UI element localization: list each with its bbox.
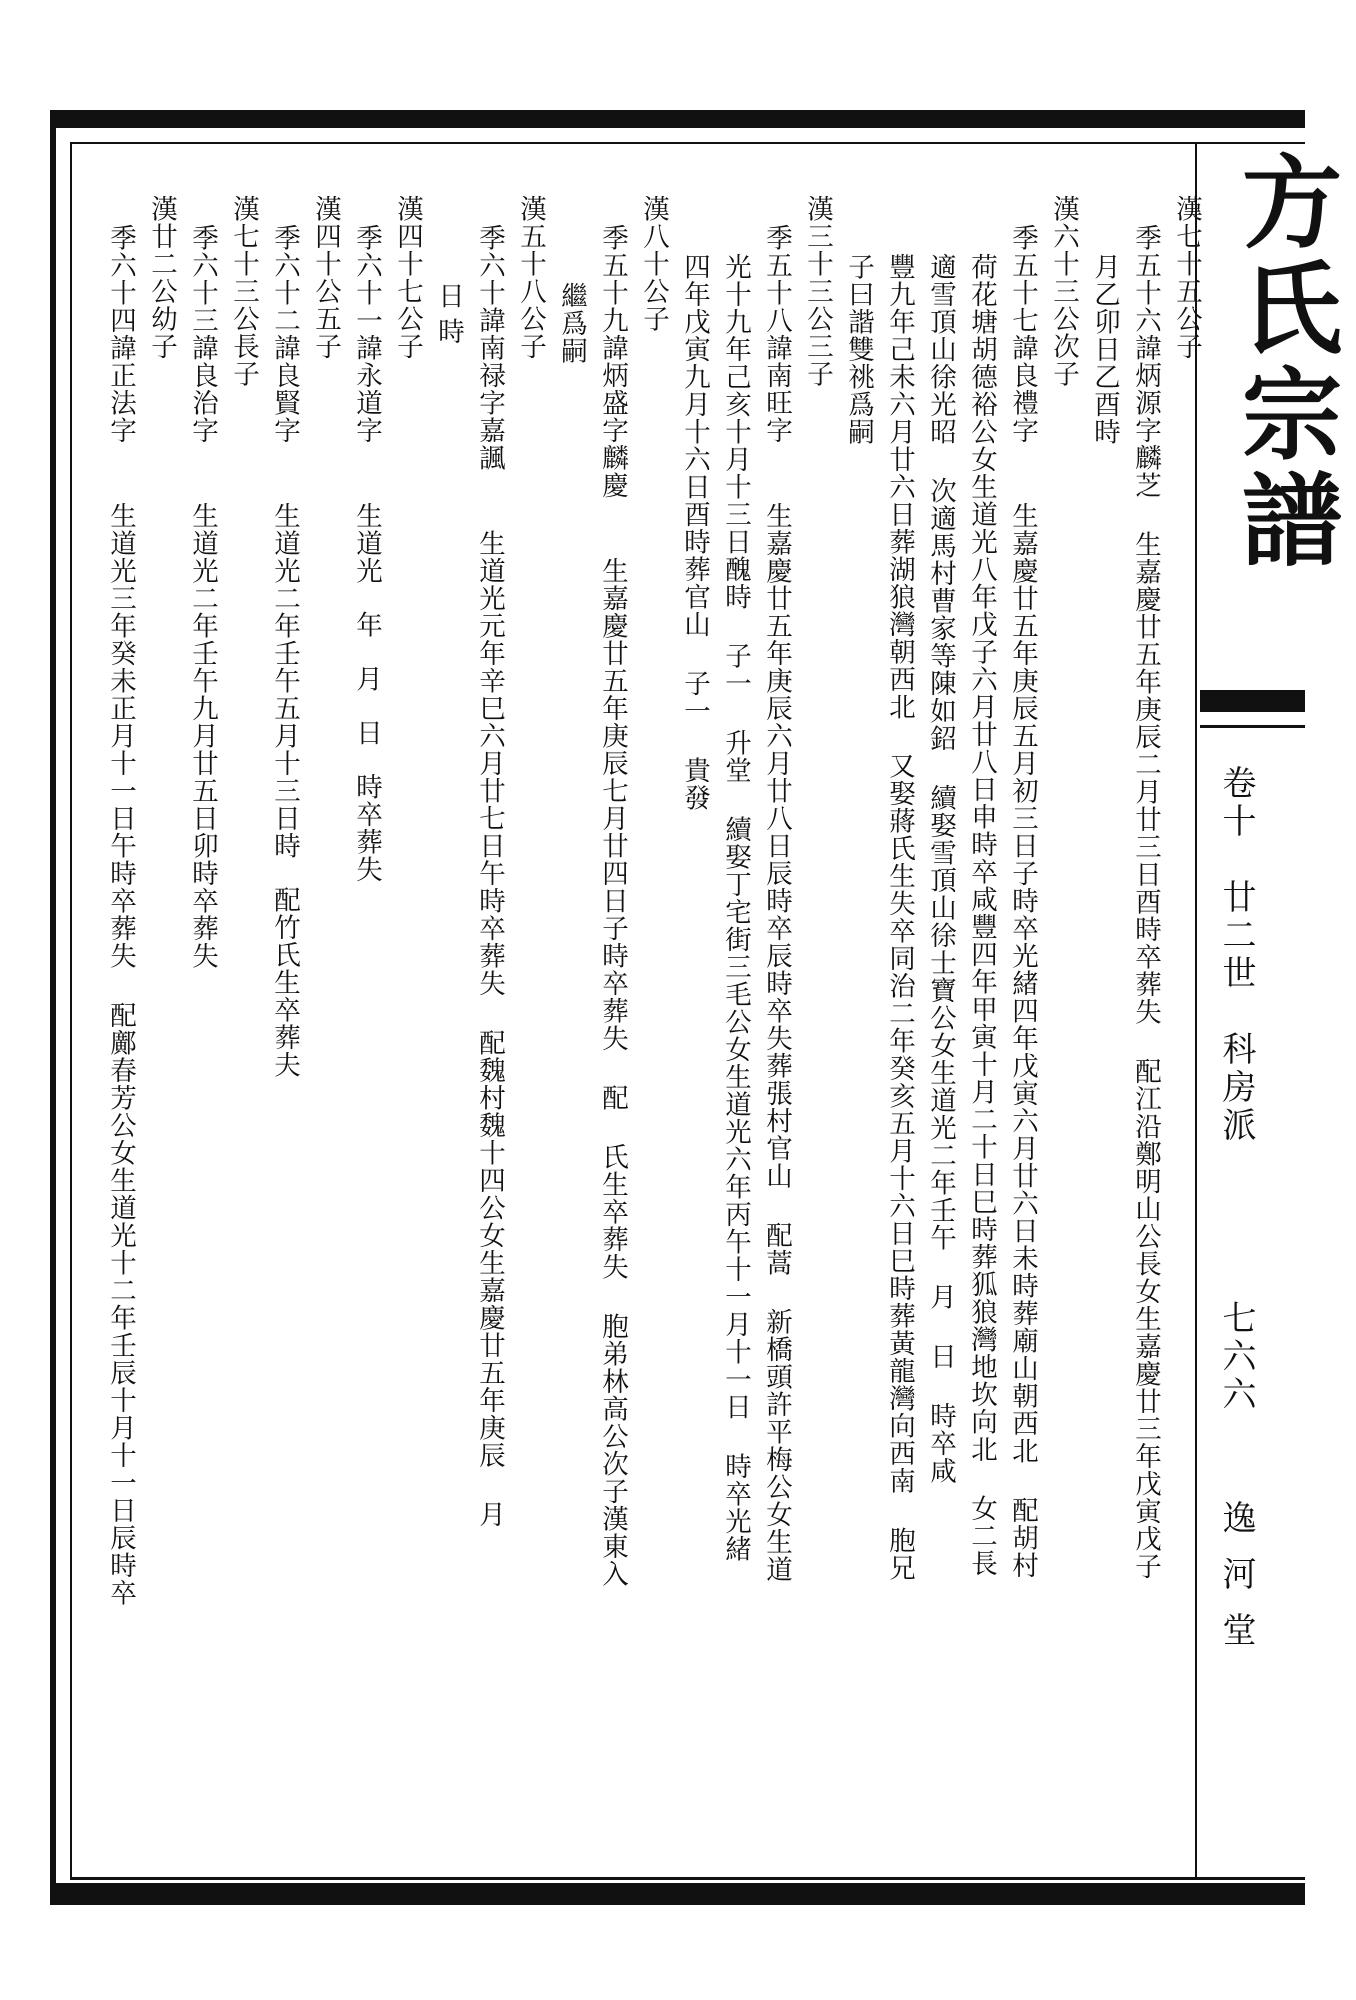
lineage-heading <box>387 195 428 1835</box>
genealogy-line <box>264 195 305 1835</box>
genealogy-line <box>428 195 469 1835</box>
text-segment: 生嘉慶廿五年庚辰五月初三日子時卒光緒四年戊寅六月廿六日未時葬廟山朝西北 <box>1007 502 1038 1465</box>
text-segment: 子一 <box>679 670 710 726</box>
text-segment: 配竹氏生卒葬夫 <box>269 886 300 1079</box>
text-segment: 時卒咸 <box>925 1402 956 1485</box>
text-segment: 生道光元年辛巳六月廿七日午時卒葬失 <box>474 529 505 998</box>
genealogy-line <box>715 195 756 1835</box>
text-segment: 月乙卯日乙酉時 <box>1089 253 1120 446</box>
text-segment: 生道光二年壬午五月十三日時 <box>269 502 300 860</box>
genealogy-line <box>756 195 797 1835</box>
text-segment: 光十九年己亥十月十三日醜時 <box>720 253 751 611</box>
text-segment: 季六十二諱良賢字 <box>269 224 300 445</box>
text-segment: 季六十諱南禄字嘉諷 <box>474 224 505 472</box>
text-segment: 配 <box>597 1084 628 1112</box>
page-number: 七六六 <box>1216 1300 1256 1414</box>
text-segment: 豐九年己未六月廿六日葬湖狼灣朝西北 <box>884 253 915 721</box>
genealogy-line <box>674 195 715 1835</box>
text-segment: 漢五十八公子 <box>515 195 546 360</box>
text-segment: 適雪頂山徐光昭 <box>925 253 956 446</box>
text-segment: 季六十三諱良治字 <box>187 224 218 445</box>
lineage-heading <box>633 195 674 1835</box>
text-segment: 漢四十七公子 <box>392 195 423 360</box>
text-segment: 生嘉慶廿五年庚辰七月廿四日子時卒葬失 <box>597 557 628 1053</box>
lineage-heading <box>1166 195 1207 1835</box>
text-segment: 胞弟林高公次子漢東入 <box>597 1312 628 1588</box>
text-segment: 荷花塘胡德裕公女生道光八年戊子六月廿八日申時卒咸豐四年甲寅十月二十日巳時葬狐狼灣地坎向北 <box>966 253 997 1464</box>
genealogy-line <box>838 195 879 1835</box>
text-segment: 氏生卒葬失 <box>597 1143 628 1282</box>
genealogy-text <box>100 195 1207 1835</box>
text-segment: 女二長 <box>966 1495 997 1578</box>
text-segment: 日 <box>433 282 464 310</box>
genealogy-line <box>592 195 633 1835</box>
genealogy-line <box>100 195 141 1835</box>
text-segment: 漢七十五公子 <box>1171 195 1202 360</box>
text-segment: 配江沿鄭明山公長女生嘉慶廿三年戊寅戊子 <box>1130 1057 1161 1581</box>
text-segment: 續娶雪頂山徐士寶公女生道光二年壬午 <box>925 784 956 1252</box>
genealogy-line <box>469 195 510 1835</box>
lineage-heading <box>223 195 264 1835</box>
text-segment: 漢廿二公幼子 <box>146 195 177 360</box>
text-segment: 繼爲嗣 <box>556 282 587 365</box>
genealogy-line <box>551 195 592 1835</box>
text-segment: 季五十六諱炳源字麟芝 <box>1130 224 1161 500</box>
text-segment: 日 <box>925 1342 956 1371</box>
volume-label: 卷十 廿二世 科房派 <box>1216 765 1256 1145</box>
genealogy-line <box>1084 195 1125 1835</box>
lineage-heading <box>305 195 346 1835</box>
text-segment: 漢八十公子 <box>638 195 669 333</box>
text-segment: 配鄺春芳公女生道光十二年壬辰十月十一日辰時卒 <box>105 1001 136 1607</box>
text-segment: 又娶蔣氏生失卒同治二年癸亥五月十六日巳時葬黃龍灣向西南 <box>884 752 915 1496</box>
spine-divider-thin <box>1200 725 1305 728</box>
text-segment: 時 <box>433 317 464 346</box>
text-segment: 生嘉慶廿五年庚辰六月廿八日辰時卒辰時卒失葬張村官山 <box>761 502 792 1190</box>
text-segment: 生嘉慶廿五年庚辰二月廿三日酉時卒葬失 <box>1130 530 1161 1026</box>
text-segment: 子曰諧雙祧爲嗣 <box>843 253 874 446</box>
text-segment: 胞兄 <box>884 1526 915 1582</box>
text-segment: 季五十八諱南旺字 <box>761 224 792 445</box>
text-segment: 漢四十公五子 <box>310 195 341 360</box>
text-segment: 四年戊寅九月十六日酉時葬官山 <box>679 253 710 639</box>
lineage-heading <box>797 195 838 1835</box>
text-segment: 生道光三年癸未正月十一日午時卒葬失 <box>105 502 136 970</box>
text-segment: 日 <box>351 719 382 747</box>
genealogy-line <box>182 195 223 1835</box>
text-segment: 時卒葬失 <box>351 773 382 884</box>
text-segment: 配蒿 <box>761 1221 792 1277</box>
genealogy-line <box>920 195 961 1835</box>
text-segment: 漢六十三公次子 <box>1048 195 1079 388</box>
text-segment: 月 <box>925 1283 956 1312</box>
genealogy-line <box>1002 195 1043 1835</box>
text-segment: 時卒光緒 <box>720 1452 751 1563</box>
lineage-heading <box>1043 195 1084 1835</box>
lineage-heading <box>510 195 551 1835</box>
text-segment: 月 <box>474 1501 505 1529</box>
text-segment: 子一 <box>720 642 751 698</box>
genealogy-line <box>346 195 387 1835</box>
text-segment: 月 <box>351 665 382 693</box>
lineage-heading <box>141 195 182 1835</box>
text-segment: 生道光二年壬午九月廿五日卯時卒葬失 <box>187 502 218 970</box>
genealogy-line <box>961 195 1002 1835</box>
text-segment: 季六十四諱正法字 <box>105 224 136 445</box>
text-segment: 新橋頭許平梅公女生道 <box>761 1308 792 1584</box>
spine-divider-thick <box>1200 690 1305 712</box>
text-segment: 續娶丁宅街三毛公女生道光六年丙午十一月十一日 <box>720 816 751 1422</box>
text-segment: 配魏村魏十四公女生嘉慶廿五年庚辰 <box>474 1029 505 1470</box>
book-title: 方氏宗譜 <box>1225 150 1343 574</box>
genealogy-line <box>1125 195 1166 1835</box>
text-segment: 漢三十三公三子 <box>802 195 833 388</box>
text-segment: 季五十九諱炳盛字麟慶 <box>597 224 628 500</box>
text-segment: 配胡村 <box>1007 1496 1038 1580</box>
text-segment: 貴發 <box>679 756 710 812</box>
text-segment: 升堂 <box>720 729 751 785</box>
text-segment: 年 <box>351 611 382 639</box>
text-segment: 漢七十三公長子 <box>228 195 259 388</box>
text-segment: 生道光 <box>351 502 382 585</box>
text-segment: 季五十七諱良禮字 <box>1007 224 1038 445</box>
genealogy-line <box>879 195 920 1835</box>
hall-name: 逸河堂 <box>1216 1500 1256 1668</box>
text-segment: 季六十一諱永道字 <box>351 224 382 445</box>
text-segment: 次適馬村曹家等陳如鉊 <box>925 477 956 753</box>
